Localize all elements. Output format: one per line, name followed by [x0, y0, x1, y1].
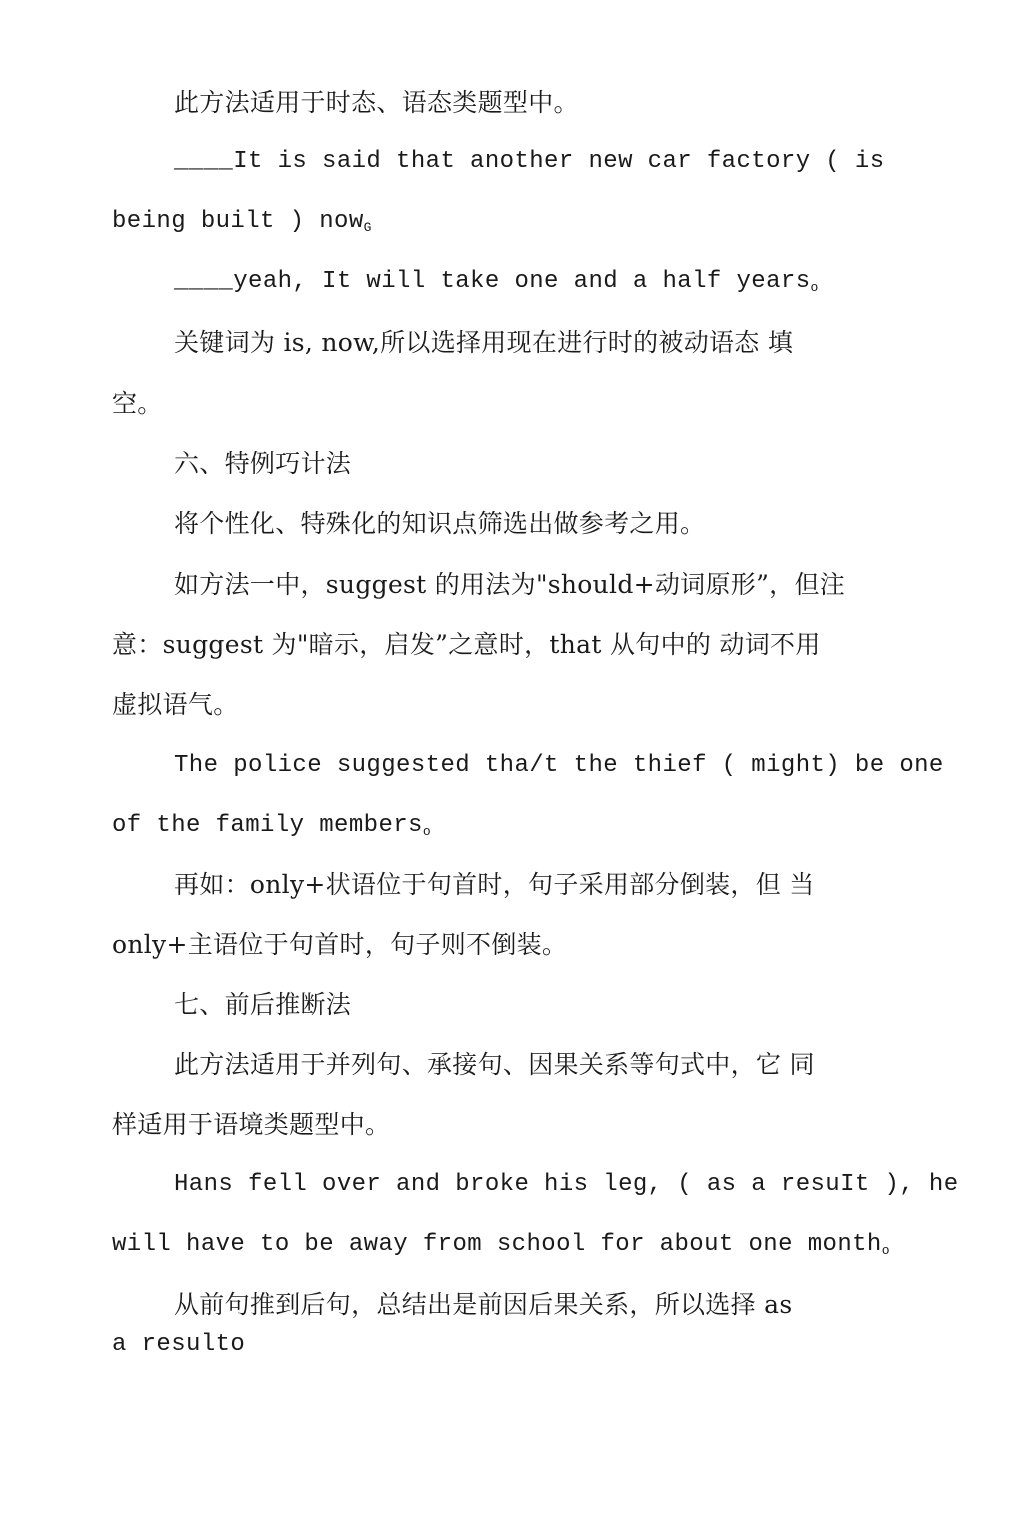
section-heading-6	[174, 449, 351, 479]
paragraph-text: only+主语位于句首时，句子则不倒装。	[112, 930, 568, 959]
keyword-explanation	[174, 328, 793, 358]
section-heading-7	[174, 990, 351, 1020]
example-sentence-line	[112, 207, 372, 237]
paragraph-text: 样适用于语境类题型中。	[112, 1110, 391, 1139]
example-sentence-line	[112, 811, 431, 841]
paragraph-suggest-usage	[174, 570, 845, 600]
subscript-mark: o	[422, 824, 432, 839]
paragraph-inference-method	[112, 1110, 390, 1140]
paragraph-only-inversion	[174, 870, 815, 900]
example-sentence-line	[174, 147, 885, 177]
paragraph-text: 再如：only+状语位于句首时，句子采用部分倒装，但 当	[174, 870, 815, 899]
paragraph-suggest-usage	[112, 690, 239, 720]
paragraph-text: a resulto	[112, 1331, 246, 1358]
heading-text: 六、特例巧计法	[174, 449, 352, 478]
paragraph-text: 空。	[112, 389, 163, 418]
heading-text: 七、前后推断法	[174, 990, 352, 1019]
paragraph-suggest-usage	[112, 630, 821, 660]
paragraph-text: 此方法适用于并列句、承接句、因果关系等句式中，它 同	[174, 1050, 815, 1079]
paragraph-text: 将个性化、特殊化的知识点筛选出做参考之用。	[174, 509, 706, 538]
paragraph-only-inversion	[112, 930, 567, 960]
paragraph-conclusion	[174, 1290, 792, 1320]
paragraph-text: of the family members	[112, 812, 423, 839]
paragraph-text: 意：suggest 为"暗示，启发”之意时，that 从句中的 动词不用	[112, 630, 821, 659]
subscript-mark: o	[881, 1243, 890, 1258]
example-sentence-line	[174, 1170, 959, 1200]
example-sentence-line	[174, 267, 819, 297]
paragraph-text: will have to be away from school for about one month	[112, 1231, 882, 1258]
paragraph-inference-method	[174, 1050, 815, 1080]
paragraph-text: ____It is said that another new car factory ( is	[174, 148, 885, 175]
paragraph-conclusion	[112, 1330, 245, 1360]
keyword-explanation	[112, 389, 163, 419]
subscript-mark: o	[810, 280, 819, 295]
paragraph-text: 关键词为 is, now,所以选择用现在进行时的被动语态 填	[174, 328, 794, 357]
paragraph-text: 如方法一中，suggest 的用法为"should+动词原形”，但注	[174, 570, 846, 599]
paragraph-text: The police suggested tha/t the thief ( might) be one	[174, 752, 944, 779]
example-sentence-line	[174, 751, 944, 781]
paragraph-special-cases	[174, 509, 705, 539]
paragraph-text: ____yeah, It will take one and a half years	[174, 268, 811, 295]
paragraph-text: being built ) now	[112, 208, 364, 235]
paragraph-tense-voice-note	[174, 88, 579, 118]
paragraph-text: 此方法适用于时态、语态类题型中。	[174, 88, 579, 117]
paragraph-text: 从前句推到后句，总结出是前因后果关系，所以选择 as	[174, 1290, 793, 1319]
paragraph-text: 虚拟语气。	[112, 690, 239, 719]
subscript-mark: G	[363, 220, 372, 235]
paragraph-text: Hans fell over and broke his leg, ( as a resuIt ), he	[174, 1171, 959, 1198]
example-sentence-line	[112, 1230, 890, 1260]
